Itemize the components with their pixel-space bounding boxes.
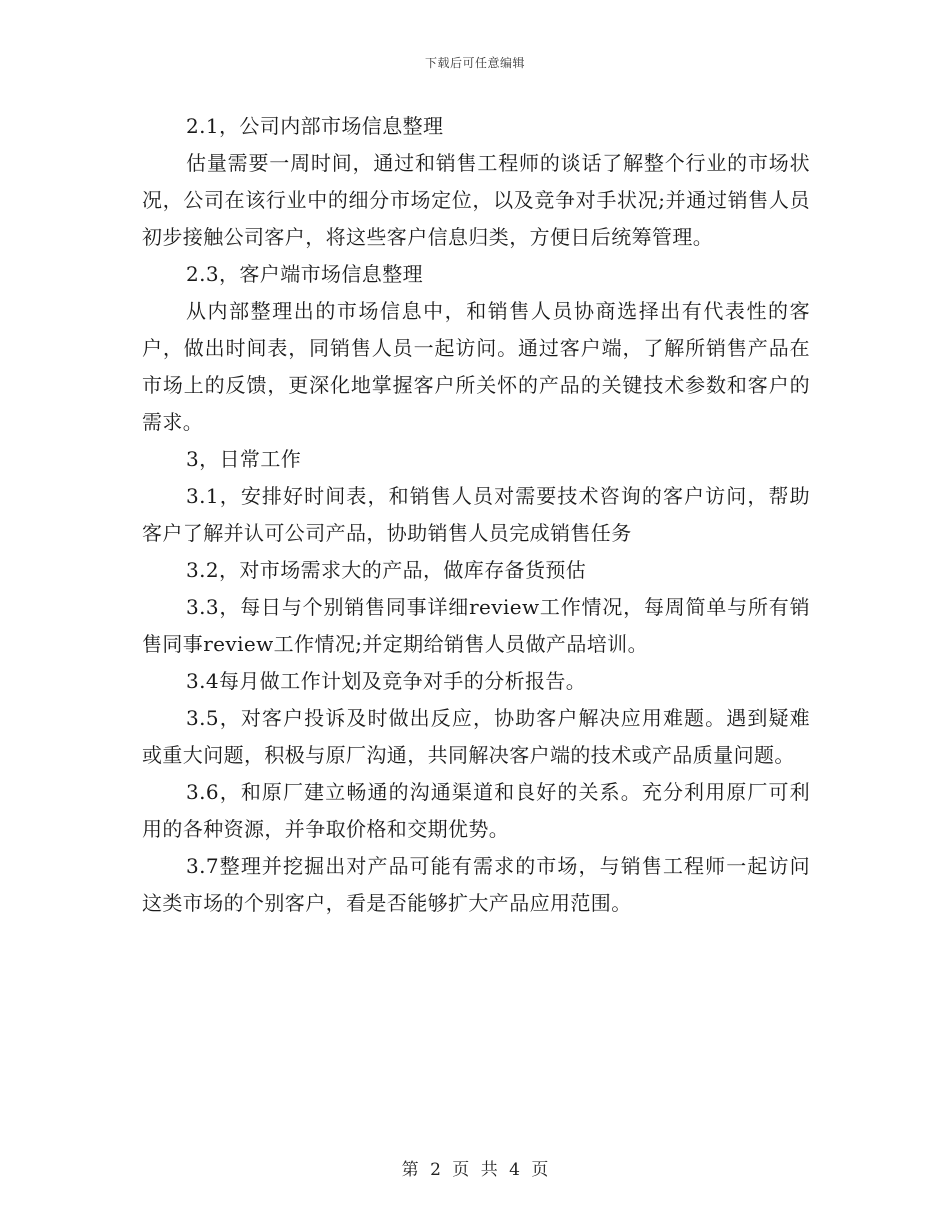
list-item-3-6: 3.6，和原厂建立畅通的沟通渠道和良好的关系。充分利用原厂可利用的各种资源，并争取价格和交期优势。 — [142, 780, 810, 841]
paragraph: 估量需要一周时间，通过和销售工程师的谈话了解整个行业的市场状况，公司在该行业中的细分市场定位，以及竞争对手状况;并通过销售人员初步接触公司客户，将这些客户信息归类，方便日后统筹管理。 — [142, 151, 810, 249]
list-item-3-2: 3.2，对市场需求大的产品，做库存备货预估 — [186, 558, 587, 582]
section-heading-2-3: 2.3，客户端市场信息整理 — [186, 262, 424, 286]
list-item-3-3: 3.3，每日与个别销售同事详细review工作情况，每周简单与所有销售同事review工作情况;并定期给销售人员做产品培训。 — [142, 595, 810, 656]
section-heading-2-1: 2.1，公司内部市场信息整理 — [186, 114, 444, 138]
paragraph: 从内部整理出的市场信息中，和销售人员协商选择出有代表性的客户，做出时间表，同销售人员一起访问。通过客户端，了解所销售产品在市场上的反馈，更深化地掌握客户所关怀的产品的关键技术参数和客户的需求。 — [142, 299, 810, 434]
document-body — [142, 108, 810, 922]
page-number-footer: 第 2 页 共 4 页 — [401, 1160, 549, 1180]
list-item-3-5: 3.5，对客户投诉及时做出反应，协助客户解决应用难题。遇到疑难或重大问题，积极与原厂沟通，共同解决客户端的技术或产品质量问题。 — [142, 706, 810, 767]
list-item-3-4: 3.4每月做工作计划及竞争对手的分析报告。 — [186, 669, 587, 693]
list-item-3-1: 3.1，安排好时间表，和销售人员对需要技术咨询的客户访问，帮助客户了解并认可公司产品，协助销售人员完成销售任务 — [142, 484, 810, 545]
section-heading-3: 3，日常工作 — [186, 447, 302, 471]
list-item-3-7: 3.7整理并挖掘出对产品可能有需求的市场，与销售工程师一起访问这类市场的个别客户，看是否能够扩大产品应用范围。 — [142, 854, 810, 915]
page-header: 下载后可任意编辑 — [424, 56, 525, 70]
